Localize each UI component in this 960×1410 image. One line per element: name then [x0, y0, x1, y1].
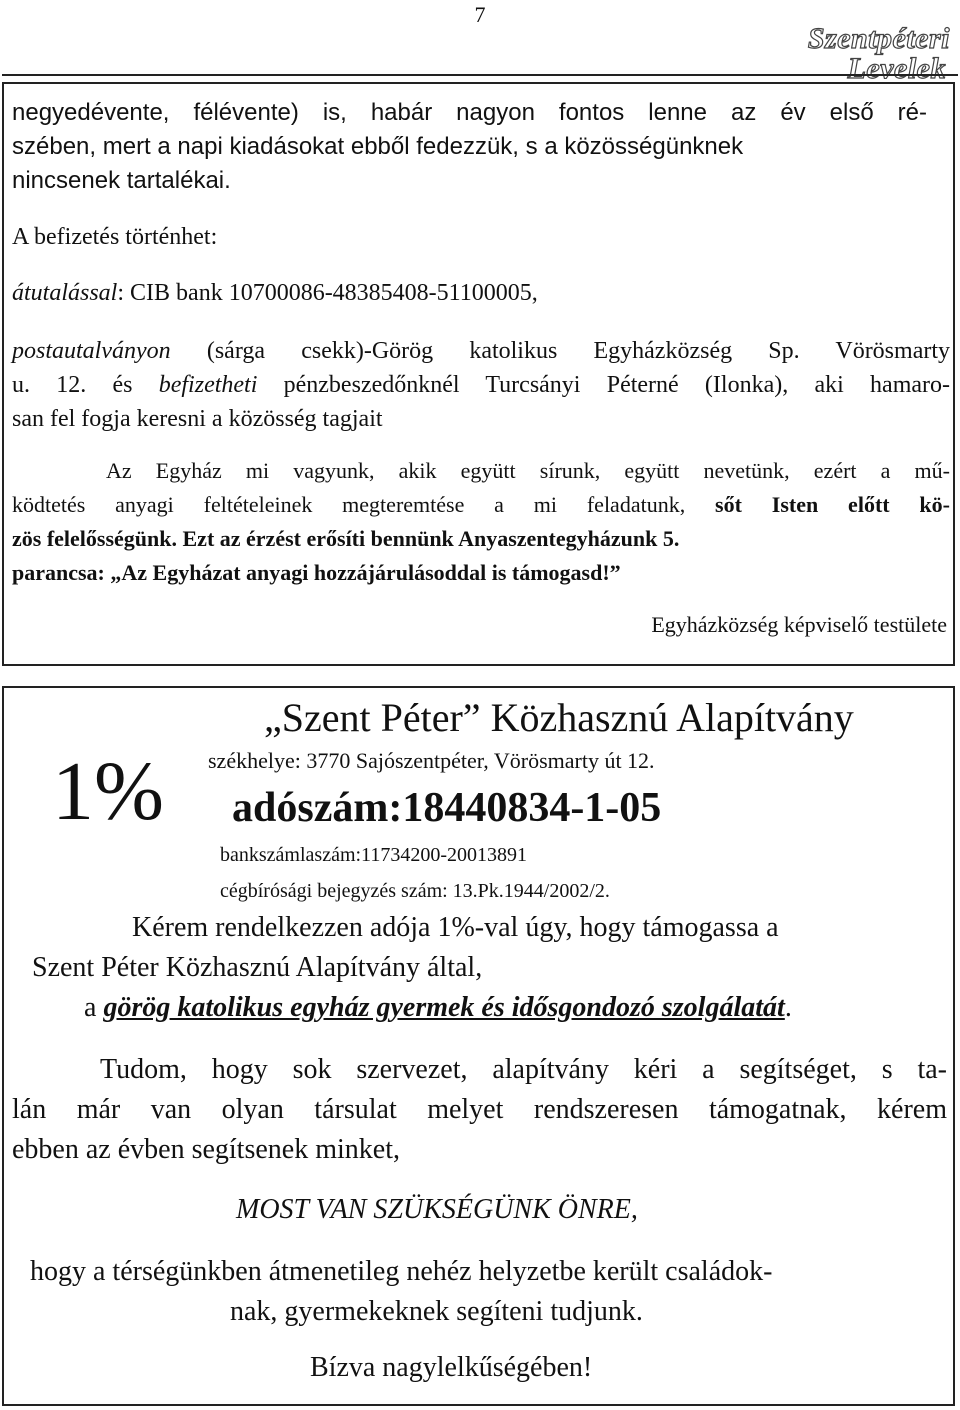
support-line: lán már van olyan társulat melyet rendszeresen támogatnak, kérem: [12, 1094, 947, 1125]
support-paragraph: [12, 1050, 947, 1170]
notice-para1-line: negyedévente, félévente) is, habár nagyon fontos lenne az év első ré-: [12, 99, 927, 126]
foundation-box: [2, 686, 955, 1406]
para2-line: zös felelősségünk. Ezt az érzést erősíti bennünk Anyaszentegyházunk 5.: [12, 526, 680, 551]
masthead-line2: Levelek: [847, 52, 946, 85]
para2-line: Az Egyház mi vagyunk, akik együtt sírunk, együtt nevetünk, ezért a mű-: [106, 458, 950, 483]
postal-text: u. 12. és: [12, 372, 159, 398]
para2-bold-text: sőt Isten előtt kö-: [715, 492, 950, 517]
postal-paragraph: [12, 334, 950, 436]
foundation-seat: székhelye: 3770 Sajószentpéter, Vörösmarty út 12.: [208, 748, 655, 773]
appeal-line: [84, 992, 792, 1024]
para2-line: parancsa: „Az Egyházat anyagi hozzájárulásoddal is támogasd!”: [12, 560, 621, 585]
para2-line: [12, 488, 950, 522]
para2-text: ködtetés anyagi feltételeinek megteremtése a mi feladatunk,: [12, 492, 716, 517]
masthead-line1: Szentpéteri: [807, 22, 950, 55]
transfer-label: átutalással: [12, 280, 118, 306]
postal-text-italic: befizetheti: [158, 372, 258, 398]
appeal-text: .: [784, 992, 792, 1023]
masthead-logo: [802, 22, 952, 85]
appeal-text: a: [84, 992, 104, 1023]
notice-para2: [12, 454, 950, 590]
appeal-highlight: görög katolikus egyház gyermek és idősgondozó szolgálatát: [103, 992, 785, 1023]
hope-line: hogy a térségünkben átmenetileg nehéz helyzetbe került családok-: [30, 1256, 773, 1287]
appeal-line: Szent Péter Közhasznú Alapítvány által,: [32, 952, 483, 983]
tax-number: adószám:18440834-1-05: [232, 785, 662, 831]
closing: Bízva nagylelkűségében!: [310, 1352, 593, 1383]
postal-line: [12, 334, 950, 368]
notice-para1: [12, 96, 927, 198]
transfer-line: [12, 280, 538, 307]
notice-box: [2, 82, 955, 666]
page-number: 7: [474, 2, 486, 27]
transfer-text: : CIB bank 10700086-48385408-51100005,: [117, 280, 538, 306]
signature: Egyházközség képviselő testülete: [651, 612, 947, 637]
foundation-name: „Szent Péter” Közhasznú Alapítvány: [264, 695, 854, 740]
postal-line: [12, 368, 950, 402]
bank-account: bankszámlaszám:11734200-20013891: [220, 844, 527, 866]
payment-intro: A befizetés történhet:: [12, 224, 218, 250]
percent-badge: 1%: [52, 745, 164, 838]
postal-text: pénzbeszedőnknél Turcsányi Péterné (Ilonka), aki hamaro-: [257, 372, 950, 398]
notice-para1-line: nincsenek tartalékai.: [12, 167, 231, 194]
registry-number: cégbírósági bejegyzés szám: 13.Pk.1944/2002/2.: [220, 880, 610, 902]
notice-para1-line: szében, mert a napi kiadásokat ebből fedezzük, s a közösségünknek: [12, 133, 744, 160]
support-line: Tudom, hogy sok szervezet, alapítvány kéri a segítséget, s ta-: [100, 1054, 947, 1085]
need-statement: MOST VAN SZÜKSÉGÜNK ÖNRE,: [236, 1194, 638, 1225]
header-rule: [2, 74, 958, 76]
hope-line: nak, gyermekeknek segíteni tudjunk.: [230, 1296, 643, 1327]
support-line: ebben az évben segítsenek minket,: [12, 1134, 400, 1165]
postal-label: postautalványon: [12, 338, 171, 364]
postal-line: san fel fogja keresni a közösség tagjait: [12, 406, 383, 432]
appeal-line: Kérem rendelkezzen adója 1%-val úgy, hogy támogassa a: [132, 912, 779, 943]
postal-text: (sárga csekk)-Görög katolikus Egyházközség Sp. Vörösmarty: [170, 338, 950, 364]
